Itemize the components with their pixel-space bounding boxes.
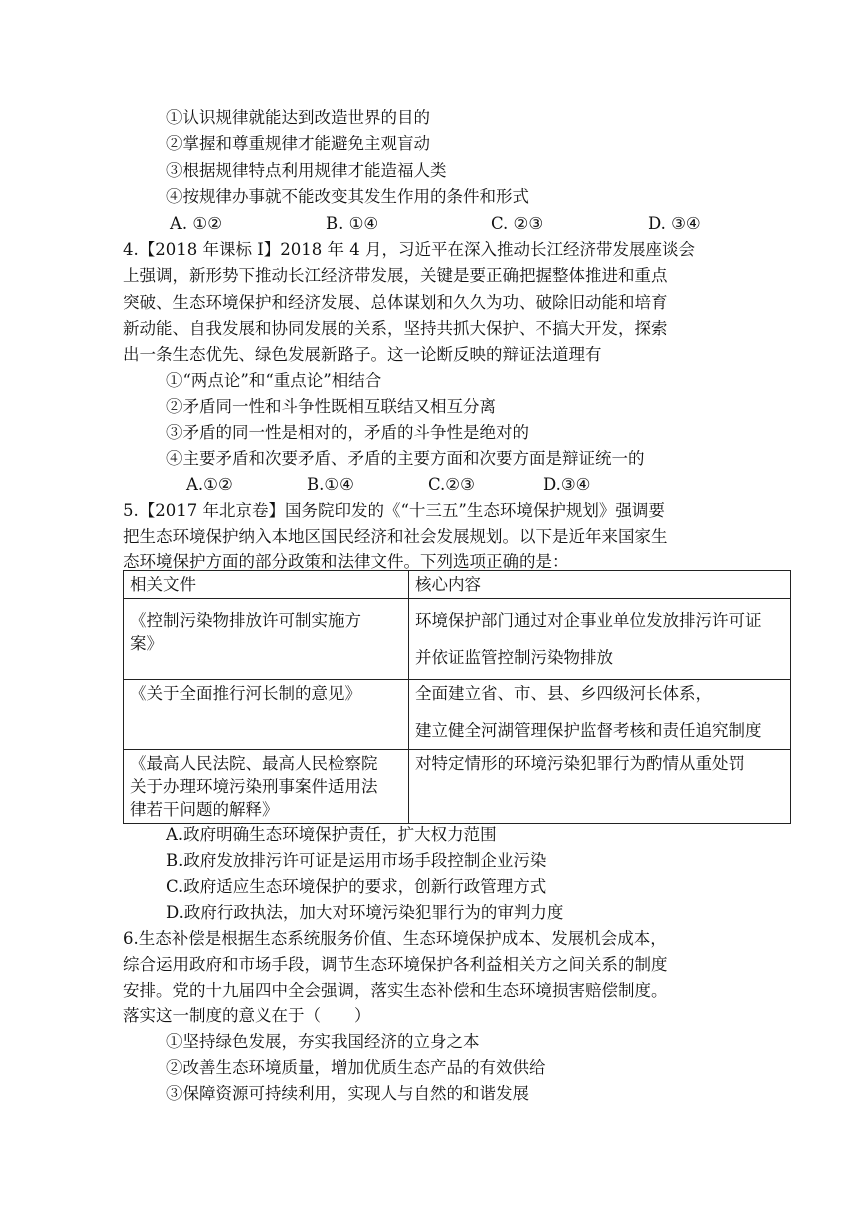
cell-text-line: 《最高人民法院、最高人民检察院 xyxy=(130,754,378,773)
table-cell-content xyxy=(409,680,791,750)
cell-text-line: 全面建立省、市、县、乡四级河长体系， xyxy=(415,684,712,703)
q3-statement: ①认识规律就能达到改造世界的目的 xyxy=(166,108,430,127)
q5-option: D.政府行政执法，加大对环境污染犯罪行为的审判力度 xyxy=(166,903,564,922)
cell-text-line: 对特定情形的环境污染犯罪行为酌情从重处罚 xyxy=(415,754,745,773)
table-header-row xyxy=(124,571,791,599)
q4-stem-line: 突破、生态环境保护和经济发展、总体谋划和久久为功、破除旧动能和培育 xyxy=(123,293,668,312)
table-cell-doc xyxy=(124,599,409,680)
q6-statement: ②改善生态环境质量，增加优质生态产品的有效供给 xyxy=(166,1058,546,1077)
q4-option-b: B.①④ xyxy=(307,475,354,494)
cell-spacer xyxy=(415,705,784,719)
policy-table xyxy=(123,570,791,824)
table-header-cell: 核心内容 xyxy=(409,571,791,599)
q6-stem-line: 6.生态补偿是根据生态系统服务价值、生态环境保护成本、发展机会成本， xyxy=(123,929,667,948)
q3-statement: ④按规律办事就不能改变其发生作用的条件和形式 xyxy=(166,187,529,206)
q3-option-d: D. ③④ xyxy=(648,214,701,233)
q3-statement: ②掌握和尊重规律才能避免主观盲动 xyxy=(166,134,430,153)
q4-statement: ②矛盾同一性和斗争性既相互联结又相互分离 xyxy=(166,397,496,416)
q6-stem-line: 安排。党的十九届四中全会强调，落实生态补偿和生态环境损害赔偿制度。 xyxy=(123,981,668,1000)
q4-statement: ④主要矛盾和次要矛盾、矛盾的主要方面和次要方面是辩证统一的 xyxy=(166,449,645,468)
table-cell-content xyxy=(409,599,791,680)
q3-option-b: B. ①④ xyxy=(326,214,379,233)
q3-option-a: A. ①② xyxy=(170,214,222,233)
cell-text-line: 环境保护部门通过对企事业单位发放排污许可证 xyxy=(415,611,762,630)
q4-option-a: A.①② xyxy=(186,475,233,494)
table-row xyxy=(124,599,791,680)
cell-spacer xyxy=(415,632,784,646)
q4-option-c: C.②③ xyxy=(428,475,475,494)
q4-option-d: D.③④ xyxy=(543,475,591,494)
cell-text-line: 《控制污染物排放许可制实施方 xyxy=(130,611,361,630)
q5-stem-line: 态环境保护方面的部分政策和法律文件。下列选项正确的是： xyxy=(123,552,569,571)
q5-option: C.政府适应生态环境保护的要求，创新行政管理方式 xyxy=(166,877,547,896)
q4-stem-line: 新动能、自我发展和协同发展的关系，坚持共抓大保护、不搞大开发，探索 xyxy=(123,319,668,338)
table-row xyxy=(124,680,791,750)
cell-text-line: 建立健全河湖管理保护监督考核和责任追究制度 xyxy=(415,721,762,740)
table-header-cell: 相关文件 xyxy=(124,571,409,599)
cell-text-line: 律若干问题的解释》 xyxy=(130,800,279,819)
q4-stem-line: 上强调，新形势下推动长江经济带发展，关键是要正确把握整体推进和重点 xyxy=(123,266,668,285)
q4-statement: ①“两点论”和“重点论”相结合 xyxy=(166,371,382,390)
q5-option: B.政府发放排污许可证是运用市场手段控制企业污染 xyxy=(166,851,547,870)
cell-text-line: 案》 xyxy=(130,634,163,653)
q5-option: A.政府明确生态环境保护责任，扩大权力范围 xyxy=(166,825,497,844)
q4-stem-line: 出一条生态优先、绿色发展新路子。这一论断反映的辩证法道理有 xyxy=(123,345,602,364)
cell-text-line: 并依证监管控制污染物排放 xyxy=(415,648,613,667)
q3-option-c: C. ②③ xyxy=(491,214,544,233)
q6-stem-line: 综合运用政府和市场手段，调节生态环境保护各利益相关方之间关系的制度 xyxy=(123,955,668,974)
q4-statement: ③矛盾的同一性是相对的，矛盾的斗争性是绝对的 xyxy=(166,423,529,442)
cell-text-line: 《关于全面推行河长制的意见》 xyxy=(130,684,361,703)
table-cell-doc xyxy=(124,680,409,750)
q3-statement: ③根据规律特点利用规律才能造福人类 xyxy=(166,161,447,180)
table-row xyxy=(124,750,791,824)
q5-stem-line: 5.【2017 年北京卷】国务院印发的《“十三五”生态环境保护规划》强调要 xyxy=(123,501,665,520)
table-cell-doc xyxy=(124,750,409,824)
q5-stem-line: 把生态环境保护纳入本地区国民经济和社会发展规划。以下是近年来国家生 xyxy=(123,527,668,546)
table-cell-content xyxy=(409,750,791,824)
q4-stem-line: 4.【2018 年课标 I】2018 年 4 月，习近平在深入推动长江经济带发展座谈会 xyxy=(123,240,695,259)
q6-statement: ①坚持绿色发展，夯实我国经济的立身之本 xyxy=(166,1032,480,1051)
q6-stem-line: 落实这一制度的意义在于（ ） xyxy=(123,1006,371,1025)
cell-text-line: 关于办理环境污染刑事案件适用法 xyxy=(130,777,378,796)
q6-statement: ③保障资源可持续利用，实现人与自然的和谐发展 xyxy=(166,1084,529,1103)
